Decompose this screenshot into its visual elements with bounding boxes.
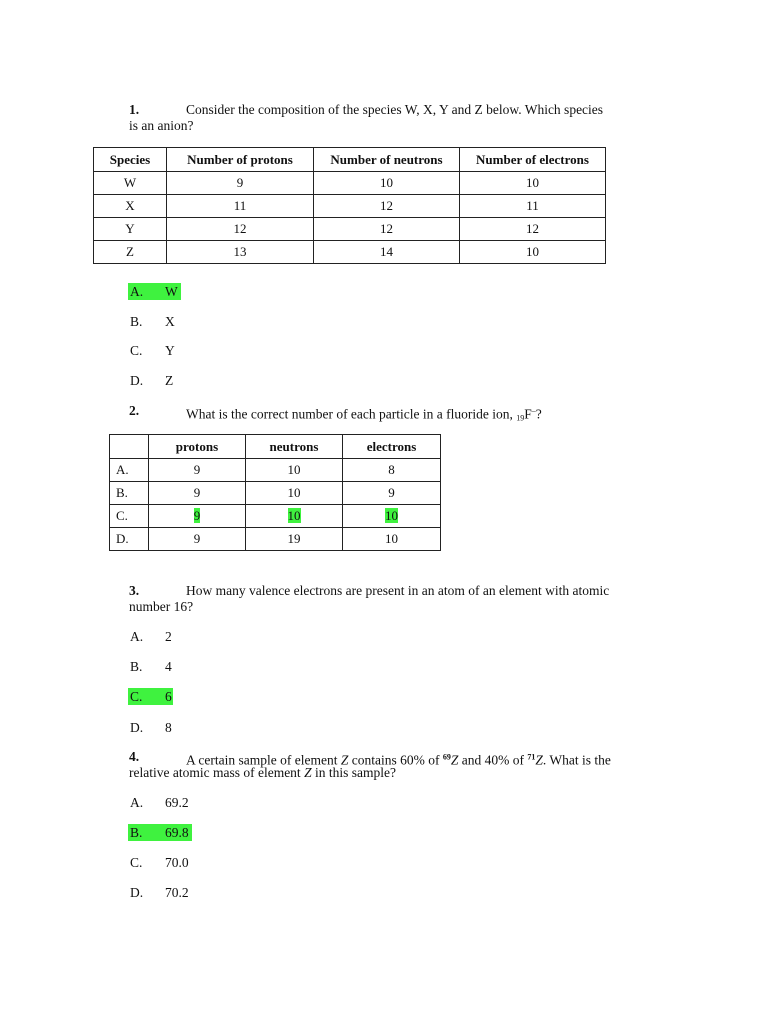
option-letter: D.	[130, 373, 144, 388]
table-header-cell: Species	[94, 148, 167, 172]
option-letter: C.	[130, 343, 143, 358]
table-row	[94, 241, 606, 264]
table-cell: C.	[110, 505, 149, 528]
option-value: 69.2	[165, 795, 189, 810]
table-cell: Y	[94, 218, 167, 241]
question-1-number: 1.	[129, 102, 140, 117]
question-4-number: 4.	[129, 749, 140, 764]
table-row	[94, 195, 606, 218]
question-1-text: Consider the composition of the species W, X, Y and Z below. Which species	[186, 102, 604, 117]
table-cell: A.	[110, 459, 149, 482]
option-letter: A.	[130, 795, 144, 810]
table-row	[110, 505, 441, 528]
text-run: A certain sample of element	[186, 752, 341, 768]
table-cell: 9	[343, 482, 441, 505]
table-cell: 10	[246, 459, 343, 482]
element-symbol: Z	[535, 752, 543, 768]
table-cell: 8	[343, 459, 441, 482]
option-value: 6	[165, 689, 172, 704]
table-header-cell: electrons	[343, 435, 441, 459]
table-cell: 9	[167, 172, 314, 195]
table-cell: 10	[343, 528, 441, 551]
table-header-cell	[110, 435, 149, 459]
highlighted-value: 10	[287, 508, 301, 523]
table-header-row	[94, 148, 606, 172]
table-cell: Z	[94, 241, 167, 264]
text-run: and 40% of	[458, 752, 528, 768]
text-run: relative atomic mass of element	[129, 765, 305, 780]
isotope-mass: 19	[516, 413, 525, 423]
question-2-text-post: ?	[535, 406, 542, 422]
question-3-text: How many valence electrons are present in an atom of an element with atomic	[186, 583, 610, 598]
table-cell: 14	[314, 241, 460, 264]
option-value: 8	[165, 720, 172, 735]
table-cell: B.	[110, 482, 149, 505]
option-value: X	[165, 314, 175, 329]
option-value: 70.0	[165, 855, 189, 870]
question-2-table	[109, 434, 441, 551]
table-header-row	[110, 435, 441, 459]
mass-number: 71	[527, 752, 536, 761]
highlighted-value: 10	[385, 508, 398, 523]
element-symbol: Z	[450, 752, 459, 768]
text-run: contains 60% of	[348, 752, 443, 768]
mass-number: 69	[442, 752, 451, 761]
table-cell: 12	[167, 218, 314, 241]
table-cell: 19	[246, 528, 343, 551]
table-header-cell: Number of neutrons	[314, 148, 460, 172]
table-cell	[149, 505, 246, 528]
element-symbol: Z	[340, 752, 349, 768]
table-cell: 11	[460, 195, 606, 218]
option-letter: A.	[130, 284, 144, 299]
table-cell: 13	[167, 241, 314, 264]
table-cell: 9	[149, 459, 246, 482]
table-row	[110, 482, 441, 505]
table-cell: 10	[246, 482, 343, 505]
question-3-text-cont: number 16?	[129, 599, 194, 614]
question-2-text	[186, 403, 542, 427]
table-header-cell: Number of electrons	[460, 148, 606, 172]
table-header-cell: Number of protons	[167, 148, 314, 172]
table-cell	[246, 505, 343, 528]
table-cell: 10	[460, 241, 606, 264]
question-1-table	[93, 147, 606, 264]
table-cell: 10	[460, 172, 606, 195]
option-letter: C.	[130, 855, 143, 870]
table-header-cell: protons	[149, 435, 246, 459]
element-symbol: Z	[304, 765, 312, 780]
table-cell: 12	[460, 218, 606, 241]
option-value: Z	[165, 373, 174, 388]
table-cell: D.	[110, 528, 149, 551]
table-cell: 11	[167, 195, 314, 218]
table-cell: X	[94, 195, 167, 218]
question-2-number: 2.	[129, 403, 140, 418]
table-cell: 9	[149, 528, 246, 551]
option-letter: A.	[130, 629, 144, 644]
isotope-charge: –	[531, 406, 536, 415]
question-3-number: 3.	[129, 583, 140, 598]
isotope-symbol: F	[524, 406, 532, 422]
table-cell	[343, 505, 441, 528]
option-letter: B.	[130, 314, 143, 329]
table-cell: W	[94, 172, 167, 195]
option-value: 70.2	[165, 885, 189, 900]
table-row	[94, 218, 606, 241]
table-cell: 12	[314, 218, 460, 241]
text-run: in this sample?	[311, 765, 396, 780]
table-row	[110, 459, 441, 482]
option-letter: D.	[130, 885, 144, 900]
question-1-text-cont: is an anion?	[129, 118, 194, 133]
option-letter: B.	[130, 659, 143, 674]
table-row	[94, 172, 606, 195]
option-value: W	[165, 284, 178, 299]
table-cell: 9	[149, 482, 246, 505]
text-run: . What is the	[542, 752, 611, 768]
option-value: 2	[165, 629, 172, 644]
option-letter: C.	[130, 689, 143, 704]
table-cell: 12	[314, 195, 460, 218]
question-4-text-cont	[129, 765, 396, 781]
option-value: Y	[165, 343, 175, 358]
highlighted-value: 9	[193, 508, 201, 523]
question-2-text-pre: What is the correct number of each particle in a fluoride ion,	[186, 406, 517, 422]
option-letter: D.	[130, 720, 144, 735]
table-header-cell: neutrons	[246, 435, 343, 459]
option-value: 69.8	[165, 825, 189, 840]
table-cell: 10	[314, 172, 460, 195]
option-letter: B.	[130, 825, 143, 840]
option-value: 4	[165, 659, 172, 674]
table-row	[110, 528, 441, 551]
